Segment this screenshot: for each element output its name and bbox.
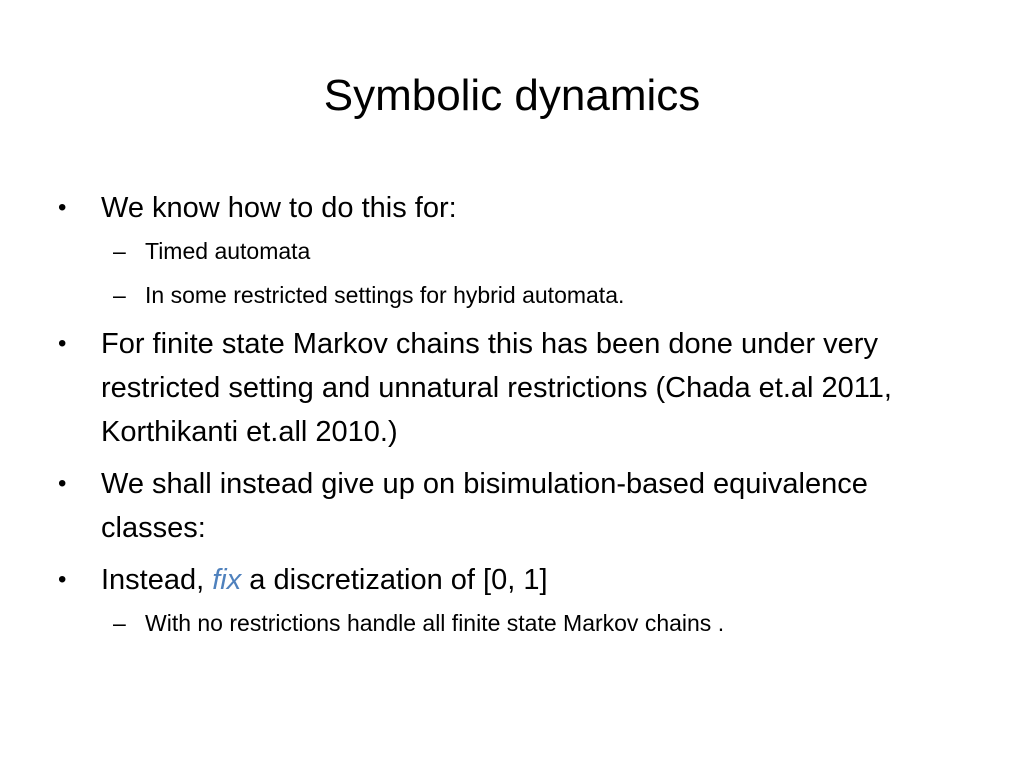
bullet-text-end: a discretization of [0, 1] [241,564,548,596]
sub-bullet-marker: – [113,610,126,636]
sub-bullet-item [56,234,956,268]
slide-title: Symbolic dynamics [323,71,701,120]
bullet-item [56,462,956,550]
sub-bullet-item [56,278,956,312]
bullet-item [56,558,956,602]
bullet-item [56,322,956,454]
bullet-text: For finite state Markov chains this has been done under very restricted setting and unnatural restrictions (Chada et.al 2011, Korthikanti et.all 2010.) [101,328,892,448]
bullet-list [56,186,956,650]
bullet-marker: • [58,470,67,497]
bullet-text: We shall instead give up on bisimulation-based equivalence classes: [101,468,868,544]
bullet-text-start: Instead, [101,564,213,596]
sub-bullet-text: With no restrictions handle all finite state Markov chains . [145,610,725,636]
bullet-marker: • [58,566,67,593]
sub-bullet-marker: – [113,238,126,264]
bullet-item [56,186,956,230]
bullet-text: We know how to do this for: [101,192,457,224]
bullet-marker: • [58,194,67,221]
sub-bullet-marker: – [113,282,126,308]
emphasis-text: fix [212,564,242,596]
sub-bullet-text: Timed automata [145,238,311,264]
sub-bullet-text: In some restricted settings for hybrid automata. [145,282,625,308]
bullet-marker: • [58,330,67,357]
sub-bullet-item [56,606,956,640]
